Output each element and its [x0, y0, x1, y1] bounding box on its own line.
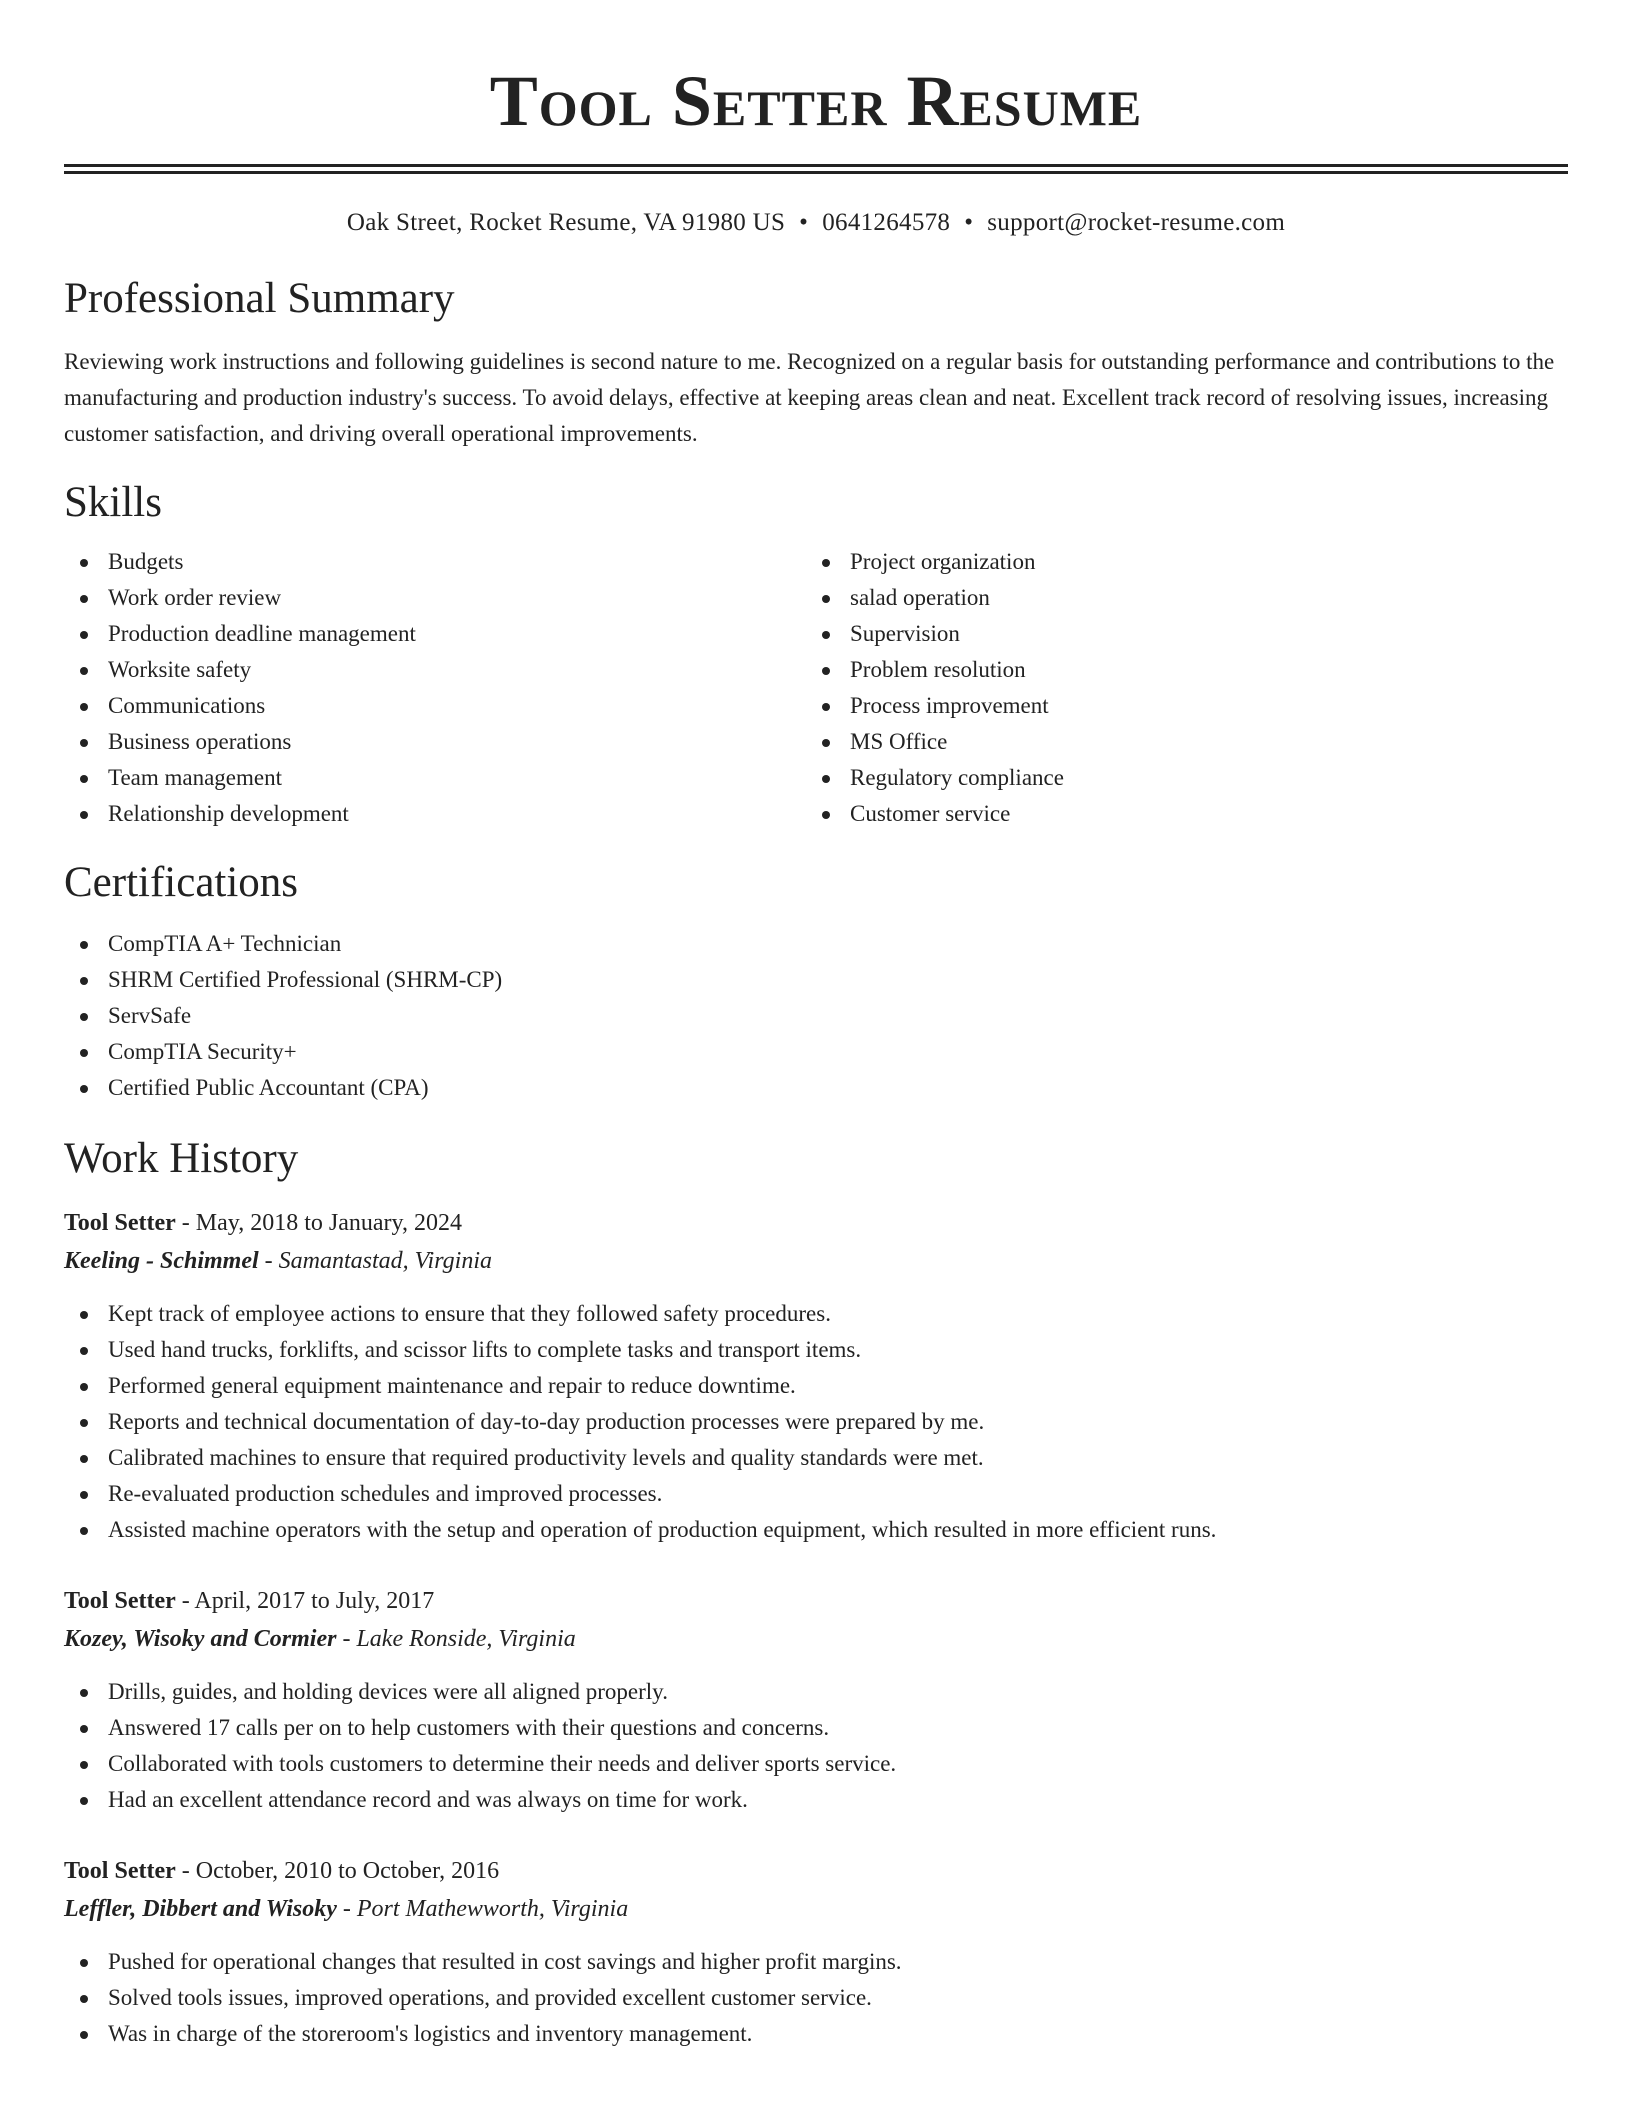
- certification-item: Certified Public Accountant (CPA): [64, 1070, 1568, 1106]
- skill-item: Supervision: [806, 616, 1548, 652]
- job-duty: Drills, guides, and holding devices were all aligned properly.: [64, 1674, 1568, 1710]
- job-title: Tool Setter: [64, 1210, 176, 1236]
- job-duties-list: [64, 1674, 1568, 1818]
- job-location: - Samantastad, Virginia: [258, 1248, 493, 1274]
- job-duty: Pushed for operational changes that resulted in cost savings and higher profit margins.: [64, 1944, 1568, 1980]
- resume-title: Tool Setter Resume: [489, 61, 1143, 141]
- job-duty: Reports and technical documentation of day-to-day production processes were prepared by me.: [64, 1404, 1568, 1440]
- contact-separator: •: [799, 209, 809, 236]
- contact-email[interactable]: support@rocket-resume.com: [987, 209, 1286, 236]
- job-duty: Answered 17 calls per on to help customers with their questions and concerns.: [64, 1710, 1568, 1746]
- certification-item: ServSafe: [64, 998, 1568, 1034]
- title-divider: [64, 164, 1568, 174]
- job-company: Leffler, Dibbert and Wisoky: [64, 1896, 337, 1922]
- skill-item: Worksite safety: [64, 652, 806, 688]
- certifications-list: [64, 926, 1568, 1106]
- skills-grid: [64, 544, 1568, 832]
- skill-item: Production deadline management: [64, 616, 806, 652]
- job-duty: Calibrated machines to ensure that required productivity levels and quality standards were met.: [64, 1440, 1568, 1476]
- job-title: Tool Setter: [64, 1588, 176, 1614]
- job-duty: Collaborated with tools customers to determine their needs and deliver sports service.: [64, 1746, 1568, 1782]
- contact-separator: •: [964, 209, 974, 236]
- job-duties-list: [64, 1944, 1568, 2052]
- skill-item: Process improvement: [806, 688, 1548, 724]
- job-entry: [64, 1852, 1568, 2052]
- job-duty: Assisted machine operators with the setup and operation of production equipment, which resulted in more efficient runs.: [64, 1512, 1568, 1548]
- job-duty: Performed general equipment maintenance and repair to reduce downtime.: [64, 1368, 1568, 1404]
- skill-item: salad operation: [806, 580, 1548, 616]
- skill-item: Work order review: [64, 580, 806, 616]
- skill-item: Project organization: [806, 544, 1548, 580]
- job-company-line: [64, 1242, 1568, 1280]
- job-dates: - May, 2018 to January, 2024: [175, 1210, 462, 1236]
- job-company: Kozey, Wisoky and Cormier: [64, 1626, 337, 1652]
- certification-item: CompTIA Security+: [64, 1034, 1568, 1070]
- skill-item: Communications: [64, 688, 806, 724]
- skill-item: Budgets: [64, 544, 806, 580]
- job-title-line: [64, 1582, 1568, 1620]
- certifications-heading: Certifications: [64, 859, 299, 906]
- certification-item: SHRM Certified Professional (SHRM-CP): [64, 962, 1568, 998]
- certification-item: CompTIA A+ Technician: [64, 926, 1568, 962]
- summary-heading: Professional Summary: [64, 275, 455, 322]
- job-company-line: [64, 1890, 1568, 1928]
- contact-address: Oak Street, Rocket Resume, VA 91980 US: [346, 209, 786, 236]
- skill-item: Business operations: [64, 724, 806, 760]
- job-duties-list: [64, 1296, 1568, 1548]
- job-entry: [64, 1204, 1568, 1548]
- skill-item: MS Office: [806, 724, 1548, 760]
- job-duty: Kept track of employee actions to ensure that they followed safety procedures.: [64, 1296, 1568, 1332]
- job-duty: Had an excellent attendance record and was always on time for work.: [64, 1782, 1568, 1818]
- job-duty: Solved tools issues, improved operations, and provided excellent customer service.: [64, 1980, 1568, 2016]
- job-dates: - October, 2010 to October, 2016: [175, 1858, 500, 1884]
- resume-page: [64, 0, 1568, 2052]
- contact-phone: 0641264578: [822, 209, 951, 236]
- skills-heading: Skills: [64, 479, 162, 526]
- skills-list-left: [64, 544, 806, 832]
- job-duty: Re-evaluated production schedules and improved processes.: [64, 1476, 1568, 1512]
- job-company-line: [64, 1620, 1568, 1658]
- job-title-line: [64, 1204, 1568, 1242]
- skill-item: Regulatory compliance: [806, 760, 1548, 796]
- job-company: Keeling - Schimmel: [64, 1248, 259, 1274]
- summary-text: Reviewing work instructions and following guidelines is second nature to me. Recognized on a regular basis for outstanding performance and contributions to the manufacturing and production industry's success. To avoid delays, effective at keeping areas clean and neat. Excellent track record of resolving issues, increasing customer satisfaction, and driving overall operational improvements.: [64, 349, 1555, 446]
- job-location: - Lake Ronside, Virginia: [336, 1626, 576, 1652]
- job-duty: Used hand trucks, forklifts, and scissor lifts to complete tasks and transport items.: [64, 1332, 1568, 1368]
- skill-item: Relationship development: [64, 796, 806, 832]
- work-history-heading: Work History: [64, 1135, 299, 1182]
- skill-item: Problem resolution: [806, 652, 1548, 688]
- job-title: Tool Setter: [64, 1858, 176, 1884]
- job-entry: [64, 1582, 1568, 1818]
- job-dates: - April, 2017 to July, 2017: [175, 1588, 435, 1614]
- job-duty: Was in charge of the storeroom's logistics and inventory management.: [64, 2016, 1568, 2052]
- skill-item: Team management: [64, 760, 806, 796]
- skill-item: Customer service: [806, 796, 1548, 832]
- contact-line: [64, 208, 1568, 238]
- job-title-line: [64, 1852, 1568, 1890]
- skills-list-right: [806, 544, 1548, 832]
- job-location: - Port Mathewworth, Virginia: [336, 1896, 629, 1922]
